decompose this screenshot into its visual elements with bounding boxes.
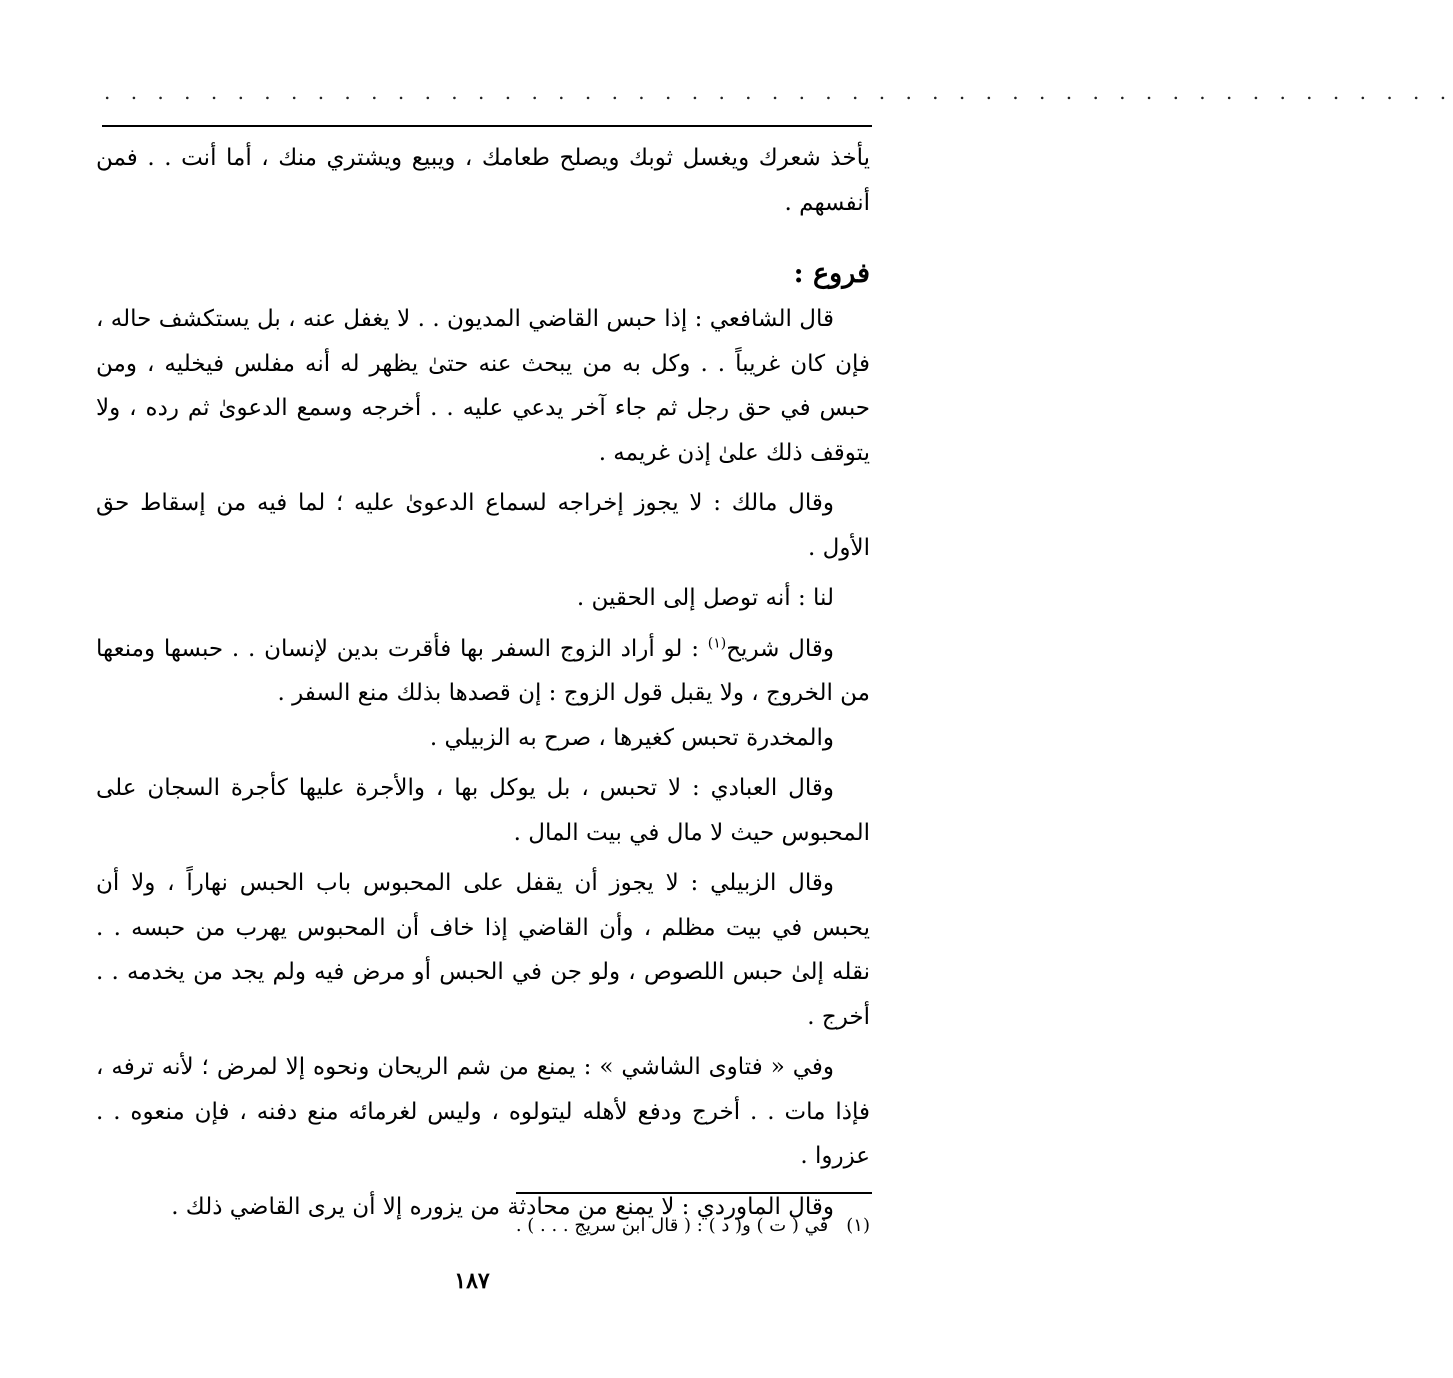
footnote <box>420 1212 870 1240</box>
paragraph-abbadi: وقال العبادي : لا تحبس ، بل يوكل بها ، والأجرة عليها كأجرة السجان على المحبوس حيث لا مال في بيت المال . <box>96 775 870 846</box>
footnote-number: (١) <box>846 1215 870 1236</box>
paragraph-shurayh-lead: وقال شريح <box>726 635 835 662</box>
paragraph-zubayli: وقال الزبيلي : لا يجوز أن يقفل على المحبوس باب الحبس نهاراً ، ولا أن يحبس في بيت مظلم ، وأن القاضي إذا خاف أن المحبوس يهرب من حبسه . . نقله إلىٰ حبس اللصوص ، ولو جن في الحبس أو مرض فيه ولم يجد من يخدمه . . أخرج . <box>96 870 870 1030</box>
footnote-divider <box>516 1192 872 1194</box>
paragraph-lana: لنا : أنه توصل إلى الحقين . <box>576 585 834 611</box>
paragraph-shashi: وفي « فتاوى الشاشي » : يمنع من شم الريحان ونحوه إلا لمرض ؛ لأنه ترفه ، فإذا مات . . أخرج ودفع لأهله ليتولوه ، وليس لغرمائه منع دفنه ، فإن منعوه . . عزروا . <box>96 1054 870 1169</box>
header-divider <box>102 125 872 127</box>
paragraph-malik: وقال مالك : لا يجوز إخراجه لسماع الدعوىٰ عليه ؛ لما فيه من إسقاط حق الأول . <box>96 490 870 561</box>
paragraph-mukhaddara: والمخدرة تحبس كغيرها ، صرح به الزبيلي . <box>429 724 834 751</box>
paragraph-mawardi: وقال الماوردي : لا يمنع من محادثة من يزوره إلا أن يرى القاضي ذلك . <box>171 1193 834 1220</box>
paragraph-continuation: يأخذ شعرك ويغسل ثوبك ويصلح طعامك ، ويبيع ويشتري منك ، أما أنت . . فمن أنفسهم . <box>96 145 871 216</box>
footnote-text: في ( ت ) و( د ) : ( قال ابن سريج . . . ) . <box>515 1215 829 1236</box>
dotted-header-rule: . . . . . . . . . . . . . . . . . . . . . . . . . . . . . . . . . . . . . . . . . . . . . . . . . . . <box>104 80 1453 104</box>
page-body <box>96 136 870 1229</box>
paragraph-shafii: قال الشافعي : إذا حبس القاضي المديون . . لا يغفل عنه ، بل يستكشف حاله ، فإن كان غريباً . . وكل به من يبحث عنه حتىٰ يظهر له أنه مفلس فيخليه ، ومن حبس في حق رجل ثم جاء آخر يدعي عليه . . أخرجه وسمع الدعوىٰ ثم رده ، ولا يتوقف ذلك علىٰ إذن غريمه . <box>96 306 870 466</box>
paragraph-shurayh-rest: : لو أراد الزوج السفر بها فأقرت بدين لإنسان . . حبسها ومنعها من الخروج ، ولا يقبل قول الزوج : إن قصدها بذلك منع السفر . <box>96 635 870 706</box>
section-heading: فروع : <box>793 258 870 289</box>
paragraph-shurayh <box>96 627 870 716</box>
footnote-reference[interactable]: (١) <box>707 634 727 651</box>
page-number: ١٨٧ <box>454 1268 490 1294</box>
